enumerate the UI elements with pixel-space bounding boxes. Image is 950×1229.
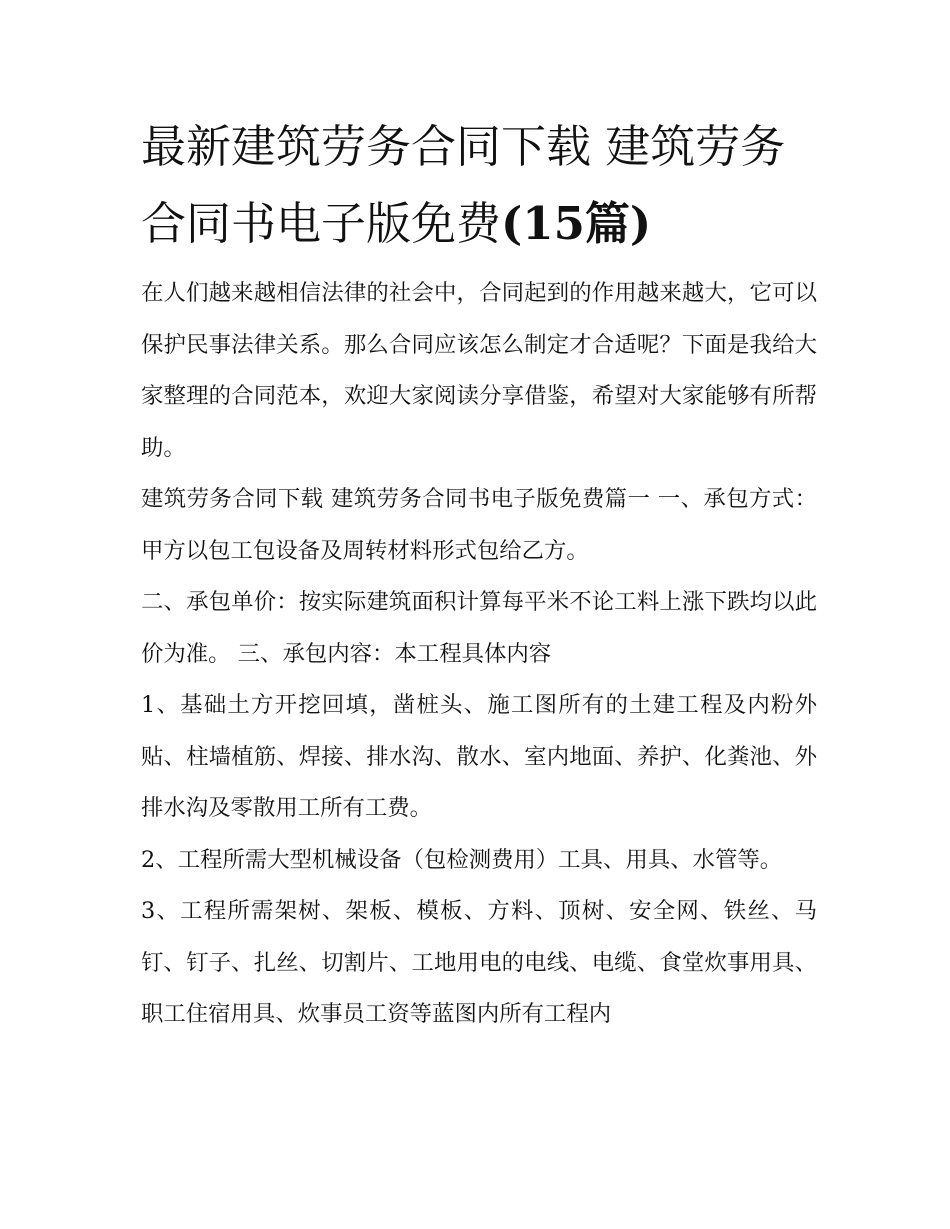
document-title bbox=[141, 108, 817, 262]
paragraph-item-3: 3、工程所需架树、架板、模板、方料、顶树、安全网、铁丝、马钉、钉子、扎丝、切割片、工地用电的电线、电缆、食堂炊事用具、职工住宿用具、炊事员工资等蓝图内所有工程内 bbox=[141, 898, 817, 1027]
document-content bbox=[141, 108, 817, 1041]
paragraph-section-1: 建筑劳务合同下载 建筑劳务合同书电子版免费篇一 一、承包方式：甲方以包工包设备及周转材料形式包给乙方。 bbox=[141, 486, 817, 564]
document-body bbox=[141, 268, 817, 1041]
title-count-text: (15篇) bbox=[501, 197, 652, 250]
title-main-text: 最新建筑劳务合同下载 建筑劳务合同书电子版免费 bbox=[141, 120, 786, 250]
paragraph-item-2: 2、工程所需大型机械设备（包检测费用）工具、用具、水管等。 bbox=[141, 846, 783, 873]
paragraph-intro: 在人们越来越相信法律的社会中，合同起到的作用越来越大，它可以保护民事法律关系。那么合同应该怎么制定才合适呢？下面是我给大家整理的合同范本，欢迎大家阅读分享借鉴，希望对大家能够有所帮助。 bbox=[141, 280, 817, 461]
paragraph-item-1: 1、基础土方开挖回填，凿桩头、施工图所有的土建工程及内粉外贴、柱墙植筋、焊接、排水沟、散水、室内地面、养护、化粪池、外排水沟及零散用工所有工费。 bbox=[141, 692, 817, 821]
paragraph-section-2: 二、承包单价：按实际建筑面积计算每平米不论工料上涨下跌均以此价为准。 三、承包内容：本工程具体内容 bbox=[141, 589, 817, 667]
